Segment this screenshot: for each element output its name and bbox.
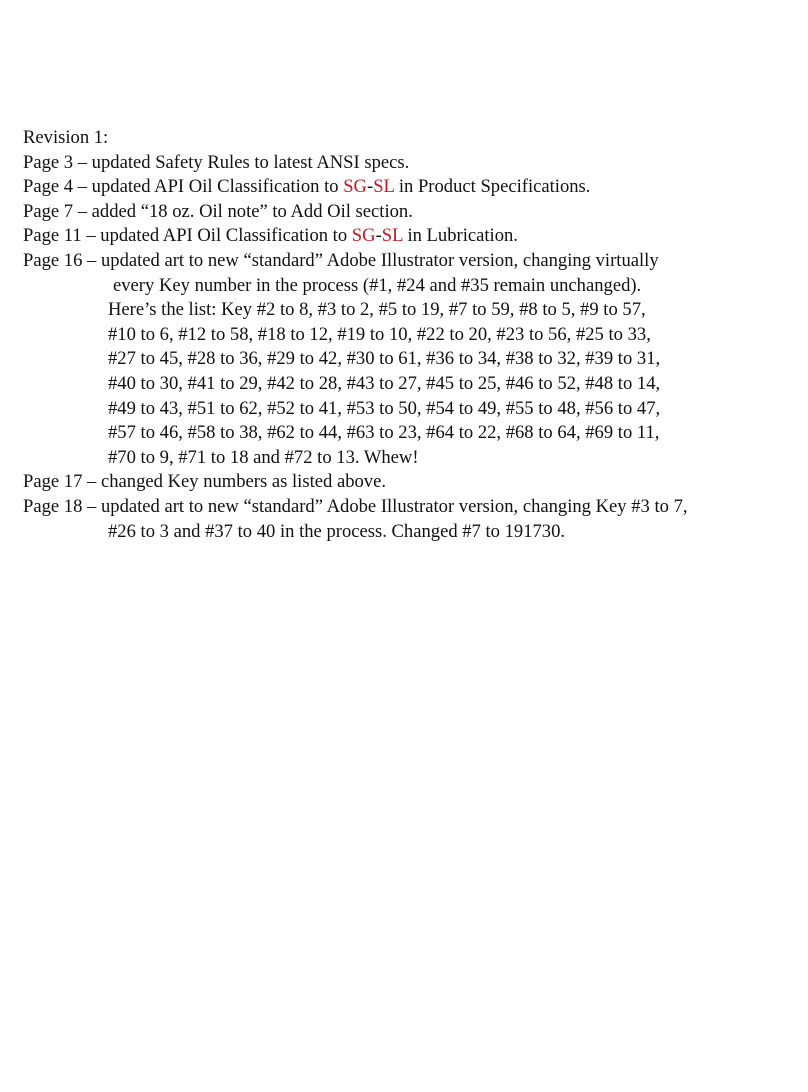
- entry-page-17: Page 17 – changed Key numbers as listed above.: [23, 471, 386, 493]
- entry-page-18-line-1: Page 18 – updated art to new “standard” Adobe Illustrator version, changing Key #3 to 7,: [23, 495, 688, 517]
- key-list-line: #27 to 45, #28 to 36, #29 to 42, #30 to 61, #36 to 34, #38 to 32, #39 to 31,: [108, 348, 661, 370]
- entry-page-3: Page 3 – updated Safety Rules to latest ANSI specs.: [23, 151, 410, 173]
- entry-page-7: Page 7 – added “18 oz. Oil note” to Add Oil section.: [23, 200, 413, 222]
- oil-class-code-sg: SG: [351, 225, 376, 247]
- revision-notes: [23, 126, 803, 544]
- entry-page-18-line-2: #26 to 3 and #37 to 40 in the process. Changed #7 to 191730.: [108, 520, 566, 542]
- entry-page-11-suffix: in Lubrication.: [402, 225, 518, 247]
- revision-heading: Revision 1:: [23, 127, 109, 148]
- entry-page-11: [23, 224, 803, 249]
- key-list-line: Here’s the list: Key #2 to 8, #3 to 2, #5 to 19, #7 to 59, #8 to 5, #9 to 57,: [108, 299, 646, 321]
- entry-page-4-suffix: in Product Specifications.: [394, 176, 591, 198]
- key-list-line: #10 to 6, #12 to 58, #18 to 12, #19 to 10, #22 to 20, #23 to 56, #25 to 33,: [108, 323, 651, 345]
- key-list-line: #40 to 30, #41 to 29, #42 to 28, #43 to 27, #45 to 25, #46 to 52, #48 to 14,: [108, 372, 661, 394]
- entry-page-4: [23, 175, 803, 200]
- entry-page-4-prefix: Page 4 – updated API Oil Classification to: [23, 176, 344, 198]
- oil-class-code-sl: SL: [373, 176, 395, 198]
- oil-class-dash: -: [366, 176, 374, 198]
- oil-class-code-sl: SL: [381, 225, 403, 247]
- oil-class-code-sg: SG: [343, 176, 367, 198]
- entry-page-16-line-1: Page 16 – updated art to new “standard” Adobe Illustrator version, changing virtually: [23, 249, 659, 271]
- key-list-line: #49 to 43, #51 to 62, #52 to 41, #53 to 50, #54 to 49, #55 to 48, #56 to 47,: [108, 397, 661, 419]
- key-list-line: #57 to 46, #58 to 38, #62 to 44, #63 to 23, #64 to 22, #68 to 64, #69 to 11,: [108, 422, 660, 444]
- oil-class-dash: -: [375, 225, 382, 247]
- entry-page-16-line-2: every Key number in the process (#1, #24 and #35 remain unchanged).: [113, 274, 642, 296]
- entry-page-11-prefix: Page 11 – updated API Oil Classification to: [23, 225, 352, 247]
- key-list-line: #70 to 9, #71 to 18 and #72 to 13. Whew!: [108, 446, 419, 468]
